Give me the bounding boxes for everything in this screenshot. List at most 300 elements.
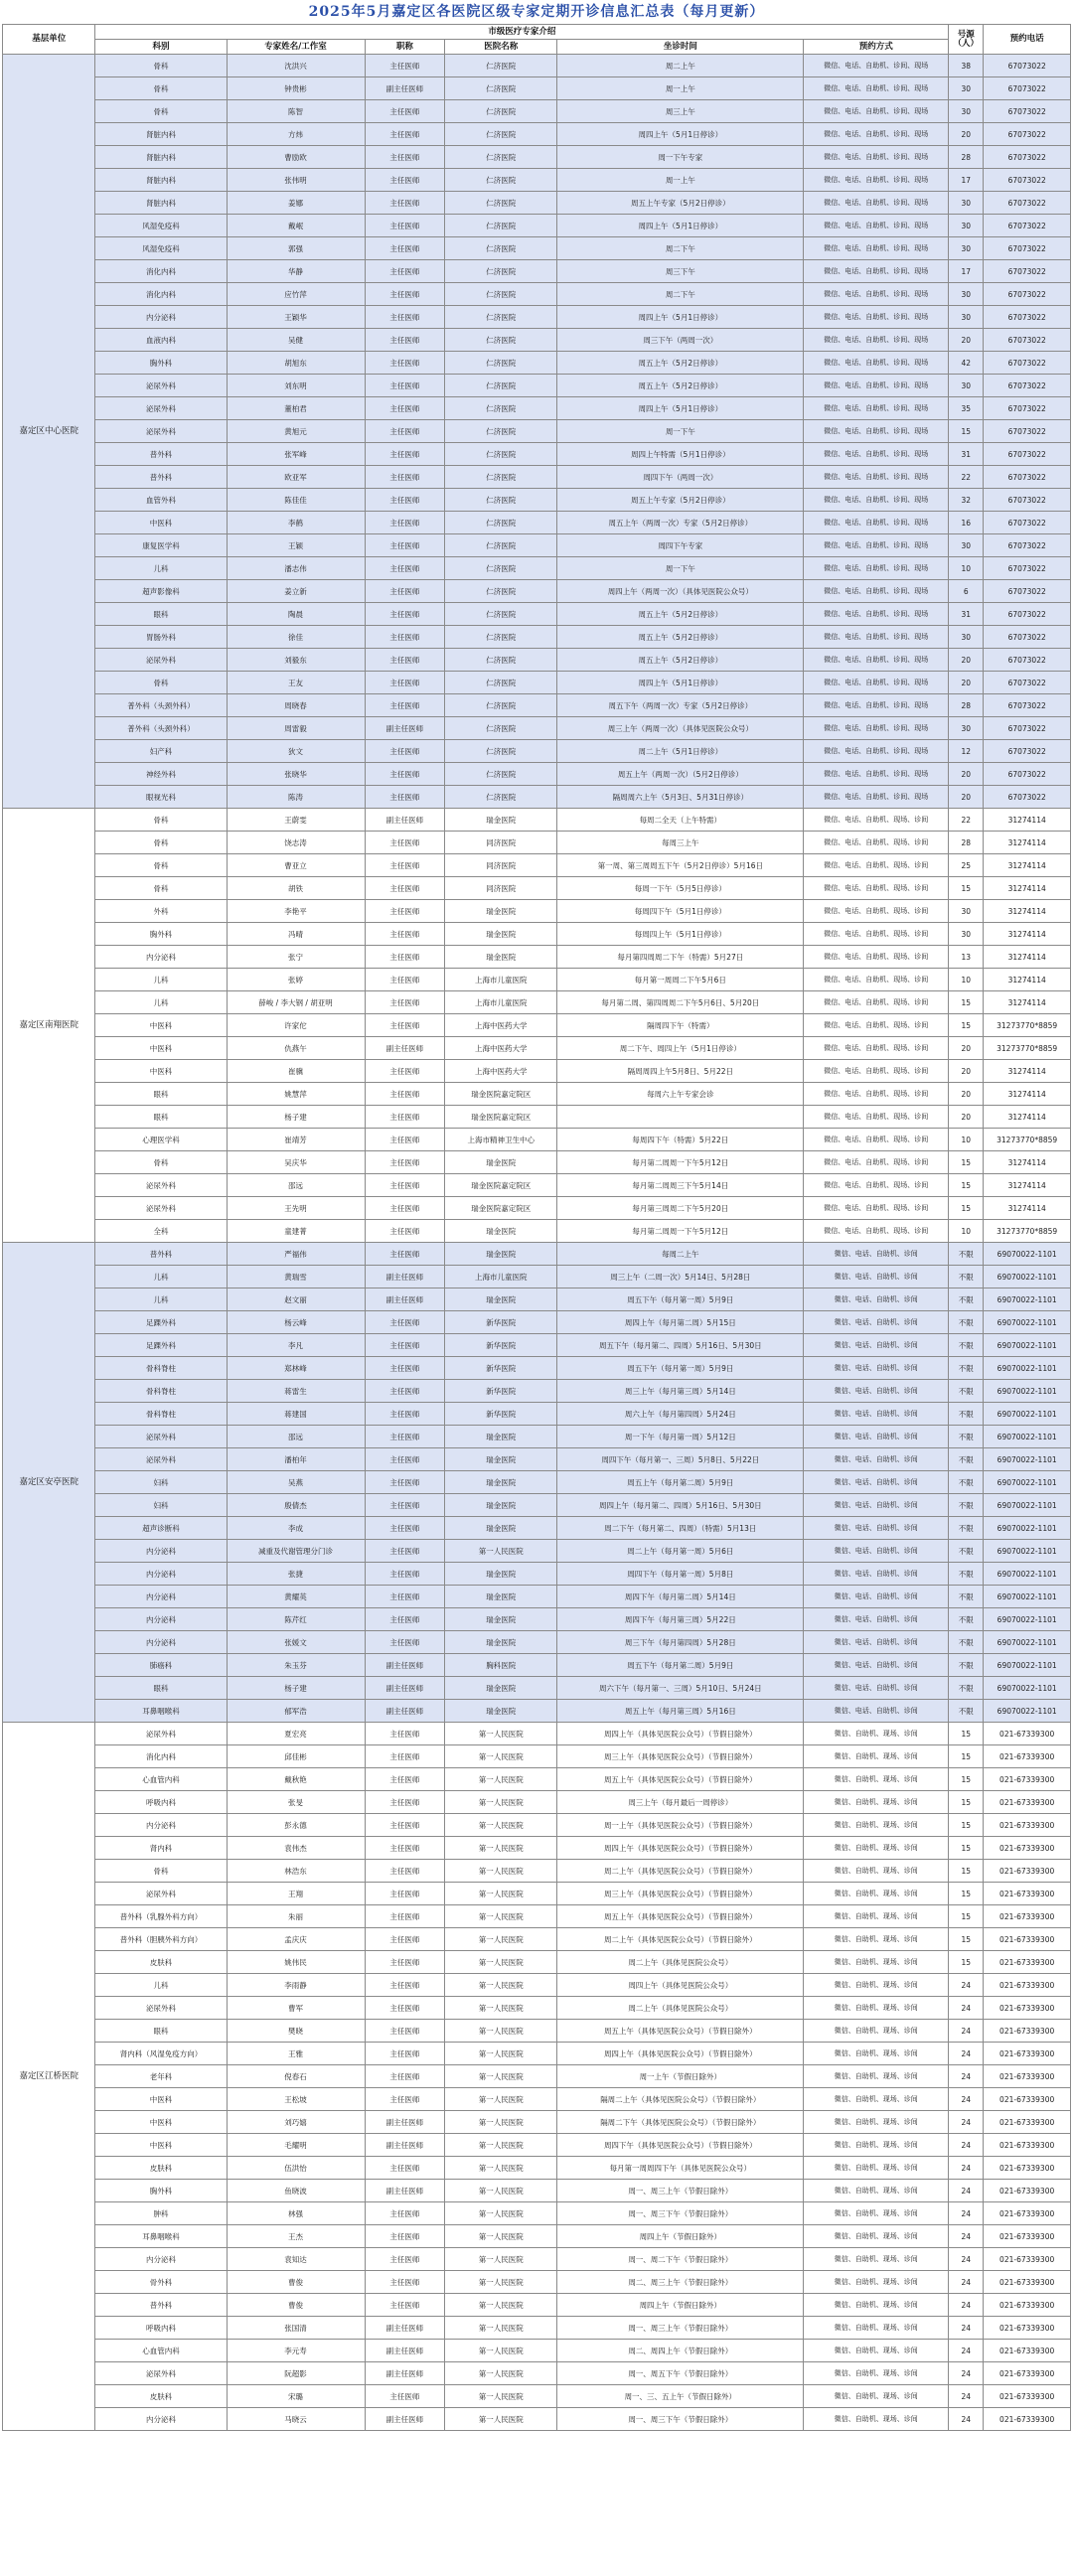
time-cell: 每周二上午 [557, 1243, 804, 1266]
quota-cell: 20 [949, 1060, 984, 1083]
department-cell: 骨科脊柱 [95, 1403, 227, 1426]
phone-cell: 021-67339300 [984, 1814, 1071, 1837]
quota-cell: 30 [949, 306, 984, 329]
doctor-cell: 仇燕午 [227, 1037, 365, 1060]
time-cell: 隔周二上午（具体见医院公众号）（节假日除外） [557, 2088, 804, 2111]
quota-cell: 30 [949, 283, 984, 306]
department-cell: 眼科 [95, 1106, 227, 1129]
hospital-cell: 第一人民医院 [445, 2385, 557, 2408]
phone-cell: 69070022-1101 [984, 1654, 1071, 1677]
table-row [3, 923, 1071, 946]
hospital-cell: 新华医院 [445, 1311, 557, 1334]
hospital-cell: 第一人民医院 [445, 2111, 557, 2134]
doctor-cell: 张媛文 [227, 1631, 365, 1654]
department-cell: 超声诊断科 [95, 1517, 227, 1540]
booking-cell: 微信、电话、自助机、诊间、现场 [804, 603, 949, 626]
phone-cell: 31274114 [984, 1174, 1071, 1197]
doctor-cell: 徐佳 [227, 626, 365, 649]
quota-cell: 24 [949, 2225, 984, 2248]
phone-cell: 021-67339300 [984, 2111, 1071, 2134]
header-booking: 预约方式 [804, 40, 949, 55]
booking-cell: 微信、电话、自助机、现场、诊间 [804, 900, 949, 923]
department-cell: 肾脏内科 [95, 192, 227, 215]
doctor-cell: 邱佳彬 [227, 1745, 365, 1768]
doctor-cell: 王友 [227, 672, 365, 694]
quota-cell: 15 [949, 1928, 984, 1951]
doctor-cell: 马晓云 [227, 2408, 365, 2431]
quota-cell: 20 [949, 1037, 984, 1060]
quota-cell: 24 [949, 2134, 984, 2157]
booking-cell: 微信、自助机、现场、诊间 [804, 2317, 949, 2340]
table-row [3, 1403, 1071, 1426]
time-cell: 周四上午（5月1日停诊） [557, 672, 804, 694]
hospital-cell: 第一人民医院 [445, 2340, 557, 2362]
doctor-cell: 陈佳佳 [227, 489, 365, 512]
time-cell: 周二、周三上午（节假日除外） [557, 2271, 804, 2294]
time-cell: 周三上午（每月最后一周停诊） [557, 1791, 804, 1814]
time-cell: 周三下午（每月第四周）5月28日 [557, 1631, 804, 1654]
booking-cell: 微信、电话、自助机、诊间 [804, 1586, 949, 1608]
rank-cell: 主任医师 [365, 192, 445, 215]
schedule-table [2, 24, 1071, 2431]
table-row [3, 557, 1071, 580]
table-row [3, 1174, 1071, 1197]
rank-cell: 主任医师 [365, 1174, 445, 1197]
booking-cell: 微信、自助机、现场、诊间 [804, 2202, 949, 2225]
hospital-cell: 仁济医院 [445, 169, 557, 192]
booking-cell: 微信、电话、自助机、现场、诊间 [804, 1174, 949, 1197]
booking-cell: 微信、自助机、现场、诊间 [804, 1951, 949, 1974]
booking-cell: 微信、电话、自助机、现场、诊间 [804, 1014, 949, 1037]
table-row [3, 877, 1071, 900]
hospital-cell: 同济医院 [445, 854, 557, 877]
doctor-cell: 李雨静 [227, 1974, 365, 1997]
phone-cell: 31274114 [984, 946, 1071, 969]
table-row [3, 603, 1071, 626]
quota-cell: 不限 [949, 1677, 984, 1700]
rank-cell: 主任医师 [365, 580, 445, 603]
rank-cell: 主任医师 [365, 534, 445, 557]
booking-cell: 微信、电话、自助机、诊间 [804, 1654, 949, 1677]
hospital-cell: 仁济医院 [445, 55, 557, 77]
booking-cell: 微信、电话、自助机、诊间 [804, 1631, 949, 1654]
rank-cell: 主任医师 [365, 237, 445, 260]
booking-cell: 微信、自助机、现场、诊间 [804, 2294, 949, 2317]
doctor-cell: 曹亚立 [227, 854, 365, 877]
hospital-cell: 第一人民医院 [445, 1997, 557, 2020]
table-row [3, 260, 1071, 283]
department-cell: 泌尿外科 [95, 1723, 227, 1745]
booking-cell: 微信、自助机、现场、诊间 [804, 2043, 949, 2065]
hospital-cell: 仁济医院 [445, 626, 557, 649]
booking-cell: 微信、电话、自助机、现场、诊间 [804, 946, 949, 969]
time-cell: 隔周周六上午（5月3日、5月31日停诊） [557, 786, 804, 809]
department-cell: 康复医学科 [95, 534, 227, 557]
hospital-cell: 仁济医院 [445, 763, 557, 786]
time-cell: 周二、周四上午（节假日除外） [557, 2340, 804, 2362]
department-cell: 眼科 [95, 603, 227, 626]
hospital-cell: 瑞金医院 [445, 1677, 557, 1700]
doctor-cell: 潘志伟 [227, 557, 365, 580]
hospital-cell: 第一人民医院 [445, 2157, 557, 2180]
phone-cell: 021-67339300 [984, 1768, 1071, 1791]
department-cell: 肾脏内科 [95, 146, 227, 169]
doctor-cell: 王翔 [227, 1883, 365, 1905]
time-cell: 周一、周三下午（节假日除外） [557, 2408, 804, 2431]
rank-cell: 主任医师 [365, 1723, 445, 1745]
time-cell: 周四下午（每月第二周）5月14日 [557, 1586, 804, 1608]
quota-cell: 20 [949, 672, 984, 694]
time-cell: 周一下午 [557, 420, 804, 443]
phone-cell: 67073022 [984, 146, 1071, 169]
table-row [3, 1997, 1071, 2020]
department-cell: 肾脏内科 [95, 123, 227, 146]
table-row [3, 1677, 1071, 1700]
quota-cell: 30 [949, 626, 984, 649]
quota-cell: 24 [949, 2317, 984, 2340]
phone-cell: 67073022 [984, 649, 1071, 672]
table-row [3, 809, 1071, 832]
doctor-cell: 张军峰 [227, 443, 365, 466]
hospital-cell: 仁济医院 [445, 580, 557, 603]
hospital-cell: 仁济医院 [445, 260, 557, 283]
table-row [3, 2065, 1071, 2088]
quota-cell: 22 [949, 466, 984, 489]
booking-cell: 微信、电话、自助机、诊间、现场 [804, 512, 949, 534]
time-cell: 周四上午（节假日除外） [557, 2294, 804, 2317]
time-cell: 周四上午（5月1日停诊） [557, 123, 804, 146]
doctor-cell: 张国清 [227, 2317, 365, 2340]
hospital-cell: 新华医院 [445, 1380, 557, 1403]
doctor-cell: 李元寿 [227, 2340, 365, 2362]
quota-cell: 31 [949, 603, 984, 626]
phone-cell: 31274114 [984, 1197, 1071, 1220]
hospital-cell: 仁济医院 [445, 329, 557, 352]
phone-cell: 31273770*8859 [984, 1129, 1071, 1151]
hospital-cell: 瑞金医院 [445, 900, 557, 923]
doctor-cell: 李鹤 [227, 512, 365, 534]
time-cell: 周四上午（具体见医院公众号）（节假日除外） [557, 1723, 804, 1745]
doctor-cell: 吴燕 [227, 1471, 365, 1494]
time-cell: 周三上午（每月第三周）5月14日 [557, 1380, 804, 1403]
quota-cell: 15 [949, 1837, 984, 1860]
table-row [3, 2271, 1071, 2294]
table-row [3, 1083, 1071, 1106]
department-cell: 骨科 [95, 1151, 227, 1174]
department-cell: 耳鼻咽喉科 [95, 1700, 227, 1723]
time-cell: 周四上午（具体见医院公众号）（节假日除外） [557, 1837, 804, 1860]
phone-cell: 69070022-1101 [984, 1494, 1071, 1517]
quota-cell: 30 [949, 100, 984, 123]
hospital-cell: 瑞金医院 [445, 1471, 557, 1494]
quota-cell: 13 [949, 946, 984, 969]
booking-cell: 微信、自助机、现场、诊间 [804, 1860, 949, 1883]
phone-cell: 67073022 [984, 397, 1071, 420]
table-row [3, 1266, 1071, 1288]
department-cell: 胸外科 [95, 923, 227, 946]
table-row [3, 2157, 1071, 2180]
hospital-cell: 仁济医院 [445, 489, 557, 512]
table-row [3, 1723, 1071, 1745]
table-row [3, 763, 1071, 786]
time-cell: 周四下午（每月第三周）5月22日 [557, 1608, 804, 1631]
quota-cell: 30 [949, 375, 984, 397]
phone-cell: 31273770*8859 [984, 1220, 1071, 1243]
quota-cell: 24 [949, 2362, 984, 2385]
doctor-cell: 赵文丽 [227, 1288, 365, 1311]
phone-cell: 021-67339300 [984, 2088, 1071, 2111]
time-cell: 周五下午（每月第一周）5月9日 [557, 1288, 804, 1311]
quota-cell: 20 [949, 786, 984, 809]
time-cell: 周一上午 [557, 169, 804, 192]
rank-cell: 主任医师 [365, 1060, 445, 1083]
booking-cell: 微信、电话、自助机、诊间、现场 [804, 55, 949, 77]
quota-cell: 24 [949, 2385, 984, 2408]
time-cell: 隔周二下午（具体见医院公众号）（节假日除外） [557, 2111, 804, 2134]
hospital-cell: 上海中医药大学 [445, 1060, 557, 1083]
hospital-cell: 新华医院 [445, 1357, 557, 1380]
booking-cell: 微信、电话、自助机、诊间、现场 [804, 740, 949, 763]
quota-cell: 不限 [949, 1357, 984, 1380]
table-row [3, 1471, 1071, 1494]
rank-cell: 主任医师 [365, 649, 445, 672]
rank-cell: 主任医师 [365, 1494, 445, 1517]
rank-cell: 主任医师 [365, 2020, 445, 2043]
header-doctor: 专家姓名/工作室 [227, 40, 365, 55]
quota-cell: 不限 [949, 1403, 984, 1426]
booking-cell: 微信、电话、自助机、诊间、现场 [804, 649, 949, 672]
hospital-cell: 仁济医院 [445, 375, 557, 397]
quota-cell: 不限 [949, 1471, 984, 1494]
table-row [3, 215, 1071, 237]
doctor-cell: 李凡 [227, 1334, 365, 1357]
rank-cell: 主任医师 [365, 1563, 445, 1586]
table-row [3, 946, 1071, 969]
doctor-cell: 张捷 [227, 1563, 365, 1586]
booking-cell: 微信、电话、自助机、诊间 [804, 1608, 949, 1631]
doctor-cell: 林强 [227, 2202, 365, 2225]
department-cell: 皮肤科 [95, 2157, 227, 2180]
department-cell: 内分泌科 [95, 1631, 227, 1654]
rank-cell: 主任医师 [365, 2385, 445, 2408]
phone-cell: 31274114 [984, 809, 1071, 832]
time-cell: 每月第二周周三下午5月14日 [557, 1174, 804, 1197]
quota-cell: 20 [949, 763, 984, 786]
hospital-cell: 第一人民医院 [445, 1768, 557, 1791]
phone-cell: 67073022 [984, 443, 1071, 466]
time-cell: 周三上午（具体见医院公众号）（节假日除外） [557, 1745, 804, 1768]
table-row [3, 1883, 1071, 1905]
booking-cell: 微信、自助机、现场、诊间 [804, 2340, 949, 2362]
phone-cell: 31274114 [984, 854, 1071, 877]
doctor-cell: 王松坡 [227, 2088, 365, 2111]
department-cell: 骨科 [95, 809, 227, 832]
phone-cell: 67073022 [984, 534, 1071, 557]
phone-cell: 021-67339300 [984, 2134, 1071, 2157]
hospital-cell: 瑞金医院 [445, 1494, 557, 1517]
table-row [3, 375, 1071, 397]
time-cell: 周一、周三下午（节假日除外） [557, 2202, 804, 2225]
booking-cell: 微信、电话、自助机、诊间、现场 [804, 694, 949, 717]
phone-cell: 021-67339300 [984, 2385, 1071, 2408]
hospital-cell: 胸科医院 [445, 1654, 557, 1677]
time-cell: 周五上午（5月2日停诊） [557, 603, 804, 626]
table-row [3, 832, 1071, 854]
rank-cell: 副主任医师 [365, 1037, 445, 1060]
hospital-cell: 第一人民医院 [445, 2088, 557, 2111]
rank-cell: 副主任医师 [365, 809, 445, 832]
rank-cell: 主任医师 [365, 306, 445, 329]
department-cell: 眼科 [95, 2020, 227, 2043]
booking-cell: 微信、自助机、现场、诊间 [804, 1928, 949, 1951]
phone-cell: 67073022 [984, 420, 1071, 443]
table-row [3, 1860, 1071, 1883]
booking-cell: 微信、自助机、现场、诊间 [804, 1745, 949, 1768]
booking-cell: 微信、电话、自助机、诊间、现场 [804, 443, 949, 466]
doctor-cell: 崔靖芳 [227, 1129, 365, 1151]
phone-cell: 021-67339300 [984, 2180, 1071, 2202]
rank-cell: 副主任医师 [365, 2134, 445, 2157]
hospital-cell: 第一人民医院 [445, 1860, 557, 1883]
booking-cell: 微信、电话、自助机、诊间、现场 [804, 100, 949, 123]
hospital-cell: 瑞金医院 [445, 1220, 557, 1243]
time-cell: 每月第三周周二下午5月20日 [557, 1197, 804, 1220]
hospital-cell: 第一人民医院 [445, 1723, 557, 1745]
quota-cell: 24 [949, 2020, 984, 2043]
hospital-cell: 仁济医院 [445, 443, 557, 466]
phone-cell: 67073022 [984, 100, 1071, 123]
table-row [3, 1494, 1071, 1517]
time-cell: 周四下午专家 [557, 534, 804, 557]
hospital-cell: 第一人民医院 [445, 2317, 557, 2340]
booking-cell: 微信、电话、自助机、诊间、现场 [804, 375, 949, 397]
time-cell: 周四下午（每月第一周）5月8日 [557, 1563, 804, 1586]
quota-cell: 10 [949, 1220, 984, 1243]
time-cell: 周四下午（每月第一、三周）5月8日、5月22日 [557, 1448, 804, 1471]
hospital-cell: 上海中医药大学 [445, 1014, 557, 1037]
table-row [3, 1243, 1071, 1266]
booking-cell: 微信、自助机、现场、诊间 [804, 2065, 949, 2088]
doctor-cell: 黄瑞雪 [227, 1266, 365, 1288]
hospital-cell: 第一人民医院 [445, 2202, 557, 2225]
doctor-cell: 胡旭东 [227, 352, 365, 375]
doctor-cell: 张宁 [227, 946, 365, 969]
phone-cell: 67073022 [984, 626, 1071, 649]
rank-cell: 主任医师 [365, 2202, 445, 2225]
hospital-cell: 仁济医院 [445, 672, 557, 694]
rank-cell: 主任医师 [365, 1014, 445, 1037]
phone-cell: 67073022 [984, 489, 1071, 512]
doctor-cell: 沈洪兴 [227, 55, 365, 77]
doctor-cell: 袁知达 [227, 2248, 365, 2271]
table-row [3, 1586, 1071, 1608]
doctor-cell: 钟贵彬 [227, 77, 365, 100]
rank-cell: 主任医师 [365, 215, 445, 237]
department-cell: 骨科 [95, 55, 227, 77]
department-cell: 儿科 [95, 969, 227, 991]
time-cell: 周一下午专家 [557, 146, 804, 169]
doctor-cell: 曹励欧 [227, 146, 365, 169]
time-cell: 周五下午（每月第一周）5月9日 [557, 1357, 804, 1380]
time-cell: 周五上午（每月第二周）5月9日 [557, 1471, 804, 1494]
hospital-cell: 第一人民医院 [445, 1814, 557, 1837]
quota-cell: 17 [949, 260, 984, 283]
doctor-cell: 郑林峰 [227, 1357, 365, 1380]
rank-cell: 主任医师 [365, 283, 445, 306]
rank-cell: 主任医师 [365, 900, 445, 923]
time-cell: 周三上午（二周一次）5月14日、5月28日 [557, 1266, 804, 1288]
booking-cell: 微信、电话、自助机、诊间 [804, 1700, 949, 1723]
rank-cell: 主任医师 [365, 260, 445, 283]
time-cell: 周五下午（每月第二周）5月9日 [557, 1654, 804, 1677]
rank-cell: 主任医师 [365, 1905, 445, 1928]
quota-cell: 不限 [949, 1631, 984, 1654]
table-row [3, 1700, 1071, 1723]
phone-cell: 67073022 [984, 237, 1071, 260]
department-cell: 骨科 [95, 1860, 227, 1883]
department-cell: 妇产科 [95, 740, 227, 763]
doctor-cell: 黄耀英 [227, 1586, 365, 1608]
phone-cell: 67073022 [984, 580, 1071, 603]
booking-cell: 微信、电话、自助机、现场、诊间 [804, 1060, 949, 1083]
doctor-cell: 姚慧萍 [227, 1083, 365, 1106]
hospital-cell: 仁济医院 [445, 603, 557, 626]
phone-cell: 67073022 [984, 260, 1071, 283]
quota-cell: 42 [949, 352, 984, 375]
phone-cell: 69070022-1101 [984, 1563, 1071, 1586]
doctor-cell: 林浩东 [227, 1860, 365, 1883]
phone-cell: 021-67339300 [984, 2362, 1071, 2385]
phone-cell: 69070022-1101 [984, 1334, 1071, 1357]
time-cell: 周一上午（节假日除外） [557, 2065, 804, 2088]
doctor-cell: 宋璐 [227, 2385, 365, 2408]
phone-cell: 67073022 [984, 740, 1071, 763]
booking-cell: 微信、电话、自助机、现场、诊间 [804, 1197, 949, 1220]
doctor-cell: 陶晨 [227, 603, 365, 626]
institution-cell: 嘉定区南翔医院 [3, 809, 95, 1243]
department-cell: 内分泌科 [95, 306, 227, 329]
department-cell: 超声影像科 [95, 580, 227, 603]
quota-cell: 不限 [949, 1288, 984, 1311]
doctor-cell: 刘毅东 [227, 649, 365, 672]
booking-cell: 微信、电话、自助机、诊间、现场 [804, 77, 949, 100]
doctor-cell: 刘巧嬉 [227, 2111, 365, 2134]
quota-cell: 10 [949, 557, 984, 580]
department-cell: 风湿免疫科 [95, 237, 227, 260]
hospital-cell: 上海市儿童医院 [445, 969, 557, 991]
doctor-cell: 方炜 [227, 123, 365, 146]
booking-cell: 微信、电话、自助机、诊间、现场 [804, 215, 949, 237]
table-row [3, 1220, 1071, 1243]
phone-cell: 31274114 [984, 923, 1071, 946]
quota-cell: 不限 [949, 1426, 984, 1448]
rank-cell: 主任医师 [365, 1768, 445, 1791]
hospital-cell: 瑞金医院嘉定院区 [445, 1174, 557, 1197]
quota-cell: 35 [949, 397, 984, 420]
booking-cell: 微信、电话、自助机、诊间 [804, 1403, 949, 1426]
quota-cell: 15 [949, 1883, 984, 1905]
rank-cell: 主任医师 [365, 1426, 445, 1448]
phone-cell: 31274114 [984, 1060, 1071, 1083]
booking-cell: 微信、自助机、现场、诊间 [804, 1768, 949, 1791]
quota-cell: 30 [949, 534, 984, 557]
phone-cell: 69070022-1101 [984, 1243, 1071, 1266]
table-row [3, 2248, 1071, 2271]
booking-cell: 微信、自助机、现场、诊间 [804, 2385, 949, 2408]
doctor-cell: 彭永德 [227, 1814, 365, 1837]
booking-cell: 微信、电话、自助机、诊间 [804, 1448, 949, 1471]
rank-cell: 主任医师 [365, 2225, 445, 2248]
